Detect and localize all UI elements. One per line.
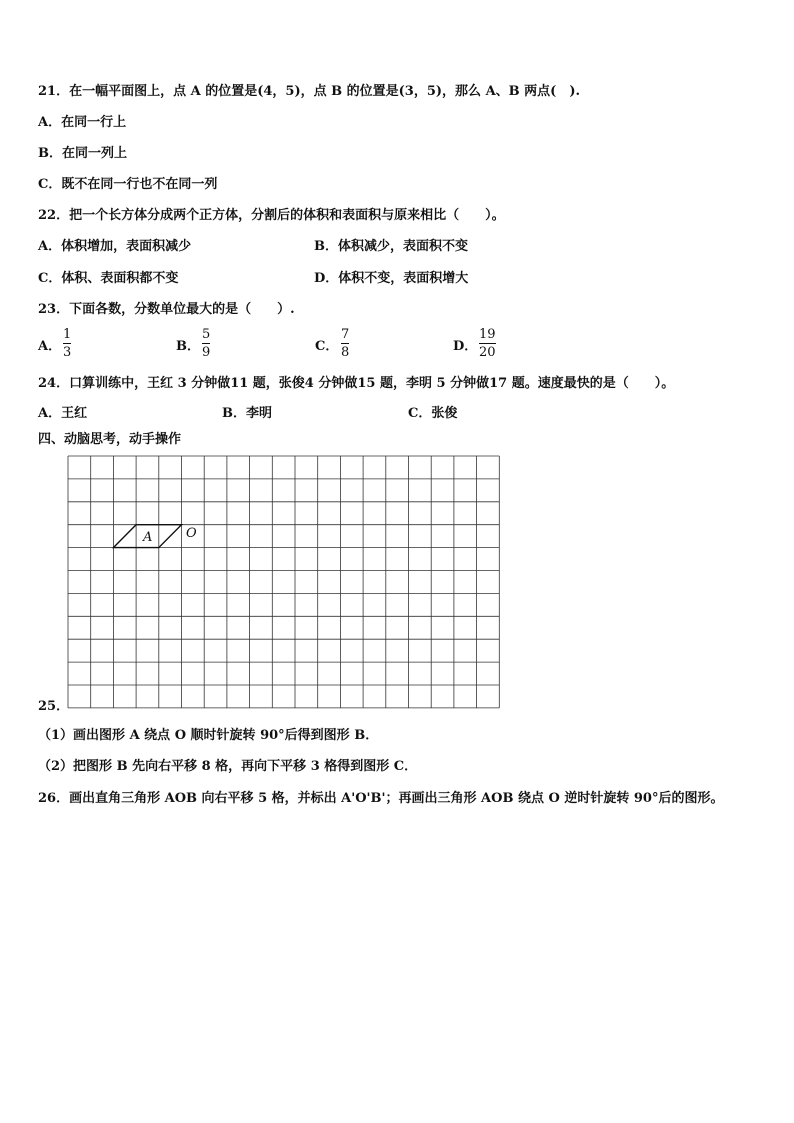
q24-option-a: A．王红 [38, 406, 88, 421]
q22-option-c: C．体积、表面积都不变 [38, 271, 179, 286]
q23-option-a-numerator: 1 [63, 327, 72, 342]
q23-option-b-numerator: 5 [202, 327, 211, 342]
q23-option-a-letter: A． [38, 339, 62, 354]
q21-stem: 21．在一幅平面图上，点 A 的位置是(4，5)，点 B 的位置是(3，5)，那么 A、B 两点( ). [38, 84, 581, 99]
q23-option-d-numerator: 19 [479, 327, 496, 342]
q25-number: 25． [38, 699, 70, 714]
section-4-title: 四、动脑思考，动手操作 [38, 432, 182, 447]
grid-lines [68, 456, 499, 708]
q26-stem: 26．画出直角三角形 AOB 向右平移 5 格，并标出 A'O'B'；再画出三角形 AOB 绕点 O 逆时针旋转 90°后的图形。 [38, 791, 724, 806]
q23-option-a-denominator: 3 [63, 345, 72, 360]
q23-option-b-letter: B． [176, 339, 200, 354]
q25-point-label: O [186, 526, 197, 541]
q23-option-b-denominator: 9 [202, 345, 211, 360]
q21-option-b: B．在同一列上 [38, 146, 127, 161]
q24-stem: 24．口算训练中，王红 3 分钟做11 题，张俊4 分钟做15 题，李明 5 分钟做17 题。速度最快的是（ ）。 [38, 376, 675, 391]
q25-task-1: （1）画出图形 A 绕点 O 顺时针旋转 90°后得到图形 B． [38, 728, 379, 743]
q22-option-a: A．体积增加，表面积减少 [38, 239, 192, 254]
q21-option-c: C．既不在同一行也不在同一列 [38, 177, 218, 192]
q23-stem: 23．下面各数，分数单位最大的是（ ）. [38, 302, 295, 317]
q21-option-a: A．在同一行上 [38, 115, 127, 130]
q22-option-d: D．体积不变，表面积增大 [314, 271, 469, 286]
q24-option-c: C．张俊 [408, 406, 458, 421]
q25-shape-label: A [143, 530, 153, 545]
q23-option-d-letter: D． [453, 339, 478, 354]
q23-option-c-denominator: 8 [341, 345, 350, 360]
q23-option-c-numerator: 7 [341, 327, 350, 342]
q25-task-2: （2）把图形 B 先向右平移 8 格，再向下平移 3 格得到图形 C． [38, 759, 418, 774]
q23-option-d-denominator: 20 [479, 345, 496, 360]
q22-stem: 22．把一个长方体分成两个正方体，分割后的体积和表面积与原来相比（ ）。 [38, 208, 505, 223]
q24-option-b: B．李明 [222, 406, 272, 421]
q23-option-c-letter: C． [315, 339, 339, 354]
q22-option-b: B．体积减少，表面积不变 [314, 239, 468, 254]
